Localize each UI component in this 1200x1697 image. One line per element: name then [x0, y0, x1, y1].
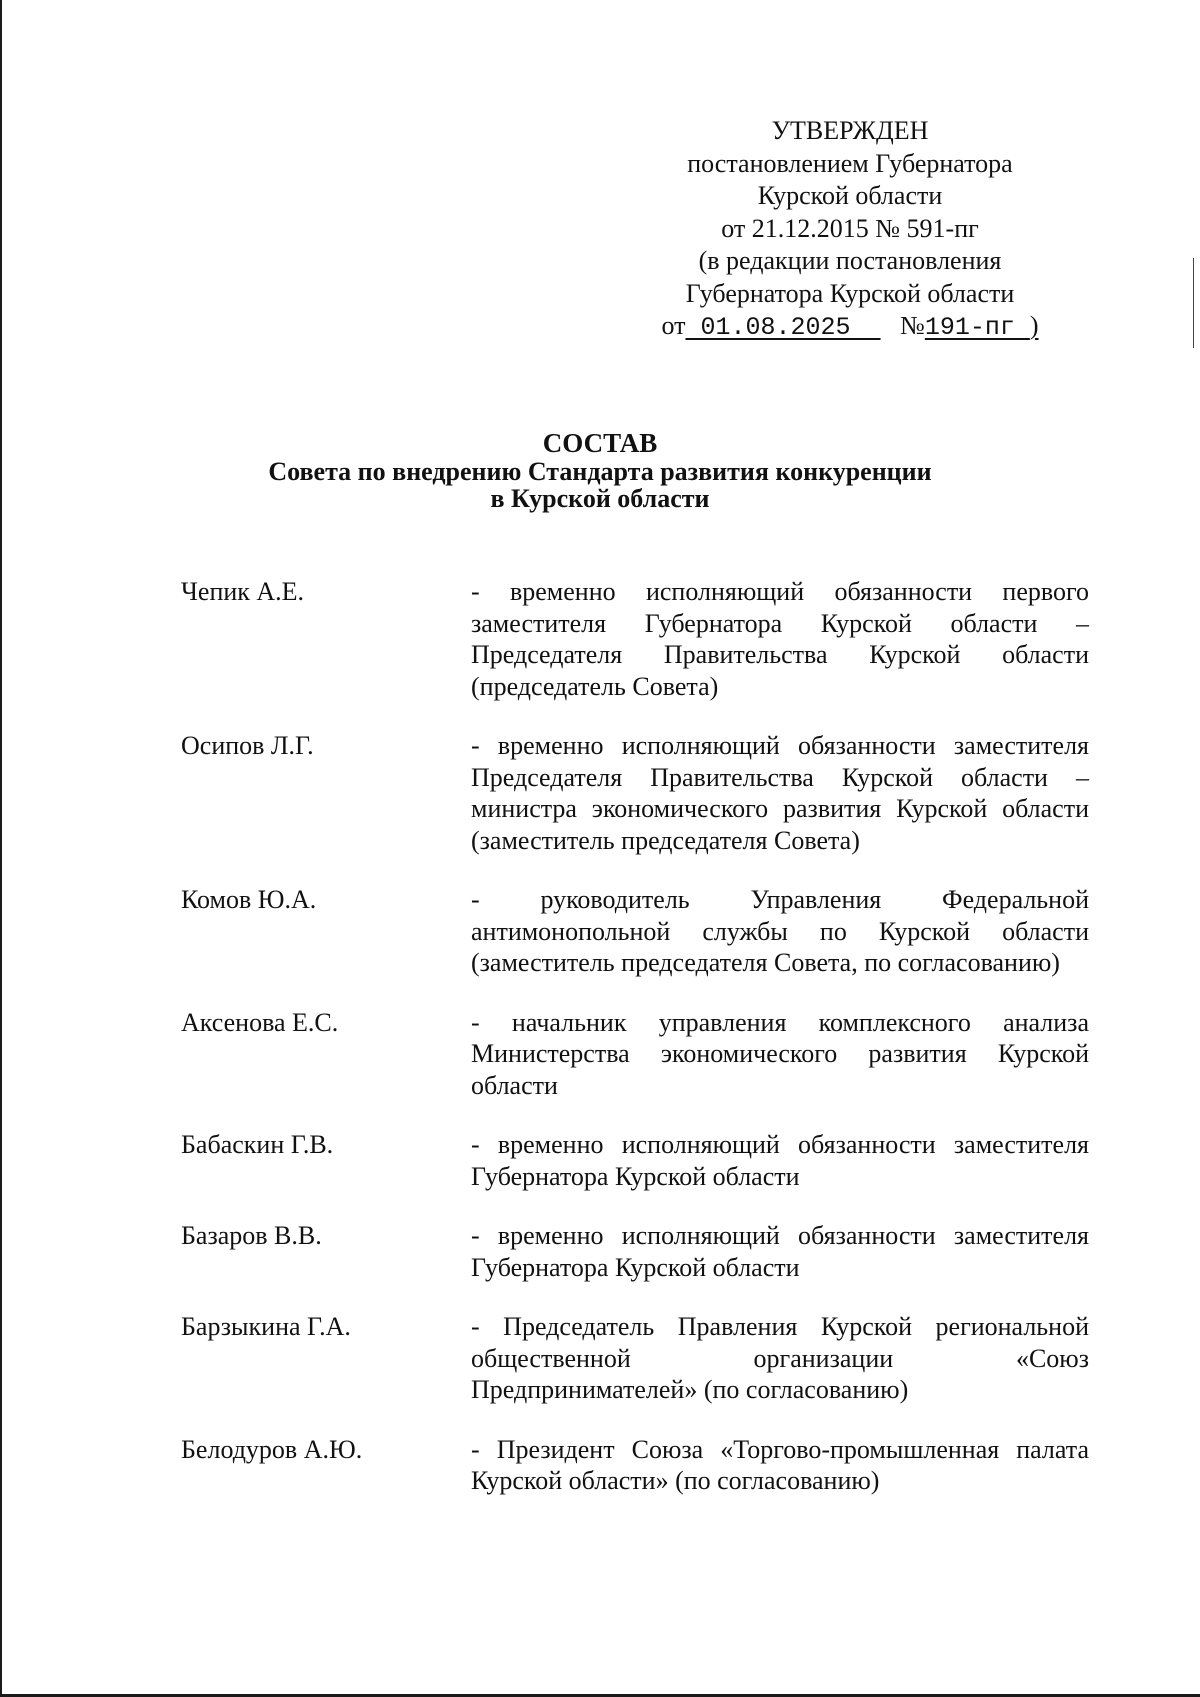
approval-line: (в редакции постановления — [698, 246, 1002, 275]
member-role: - временно исполняющий обязанности заместителя Губернатора Курской области — [471, 1130, 1089, 1191]
title-subtitle-line: в Курской области — [490, 484, 710, 513]
member-name: Бабаскин Г.В. — [181, 1130, 334, 1159]
closing-paren: ) — [1029, 311, 1039, 340]
approval-line: Губернатора Курской области — [685, 278, 1015, 308]
approval-heading: УТВЕРЖДЕН — [771, 116, 929, 145]
member-role: - Председатель Правления Курской региональной общественной организации «Союз Предпринимателей» (по согласованию) — [471, 1312, 1089, 1404]
title-main: СОСТАВ — [542, 428, 658, 458]
list-item — [181, 1129, 1089, 1192]
amendment-number-value: 191-пг — [924, 313, 1030, 342]
date-prefix: от — [661, 311, 686, 340]
number-prefix: № — [900, 311, 925, 340]
scan-edge-right — [1193, 258, 1194, 348]
approval-line: Курской области — [757, 181, 943, 210]
approval-block — [640, 115, 1060, 345]
member-name: Комов Ю.А. — [181, 885, 317, 914]
list-item — [181, 576, 1089, 702]
list-item — [181, 1007, 1089, 1102]
approval-line: от 21.12.2015 № 591-пг — [721, 213, 979, 243]
member-role: - Президент Союза «Торгово-промышленная палата Курской области» (по согласованию) — [471, 1434, 1089, 1495]
title-subtitle-line: Совета по внедрению Стандарта развития конкуренции — [268, 457, 932, 486]
member-role: - временно исполняющий обязанности заместителя Председателя Правительства Курской области – министра экономического развития Курской области (заместитель председателя Совета) — [471, 731, 1089, 855]
member-name: Осипов Л.Г. — [181, 731, 314, 760]
list-item — [181, 1311, 1089, 1406]
member-name: Чепик А.Е. — [181, 577, 305, 606]
member-role: - временно исполняющий обязанности заместителя Губернатора Курской области — [471, 1221, 1089, 1282]
list-item — [181, 884, 1089, 979]
member-name: Белодуров А.Ю. — [181, 1434, 363, 1464]
member-list — [181, 576, 1089, 1525]
member-role: - начальник управления комплексного анализа Министерства экономического развития Курской области — [471, 1007, 1089, 1100]
member-name: Базаров В.В. — [181, 1221, 322, 1250]
member-role: - временно исполняющий обязанности первого заместителя Губернатора Курской области – Председателя Правительства Курской области (председатель Совета) — [471, 577, 1089, 701]
member-role: - руководитель Управления Федеральной антимонопольной службы по Курской области (заместитель председателя Совета, по согласованию) — [471, 885, 1089, 977]
member-name: Аксенова Е.С. — [181, 1007, 339, 1037]
document-title — [200, 428, 1000, 512]
amendment-date-line — [640, 310, 1060, 345]
list-item — [181, 1434, 1089, 1497]
member-name: Барзыкина Г.А. — [181, 1312, 351, 1341]
list-item — [181, 730, 1089, 856]
scan-edge-left — [0, 0, 2, 1697]
list-item — [181, 1220, 1089, 1283]
amendment-date-value: 01.08.2025 — [685, 313, 881, 342]
approval-line: постановлением Губернатора — [687, 148, 1013, 178]
